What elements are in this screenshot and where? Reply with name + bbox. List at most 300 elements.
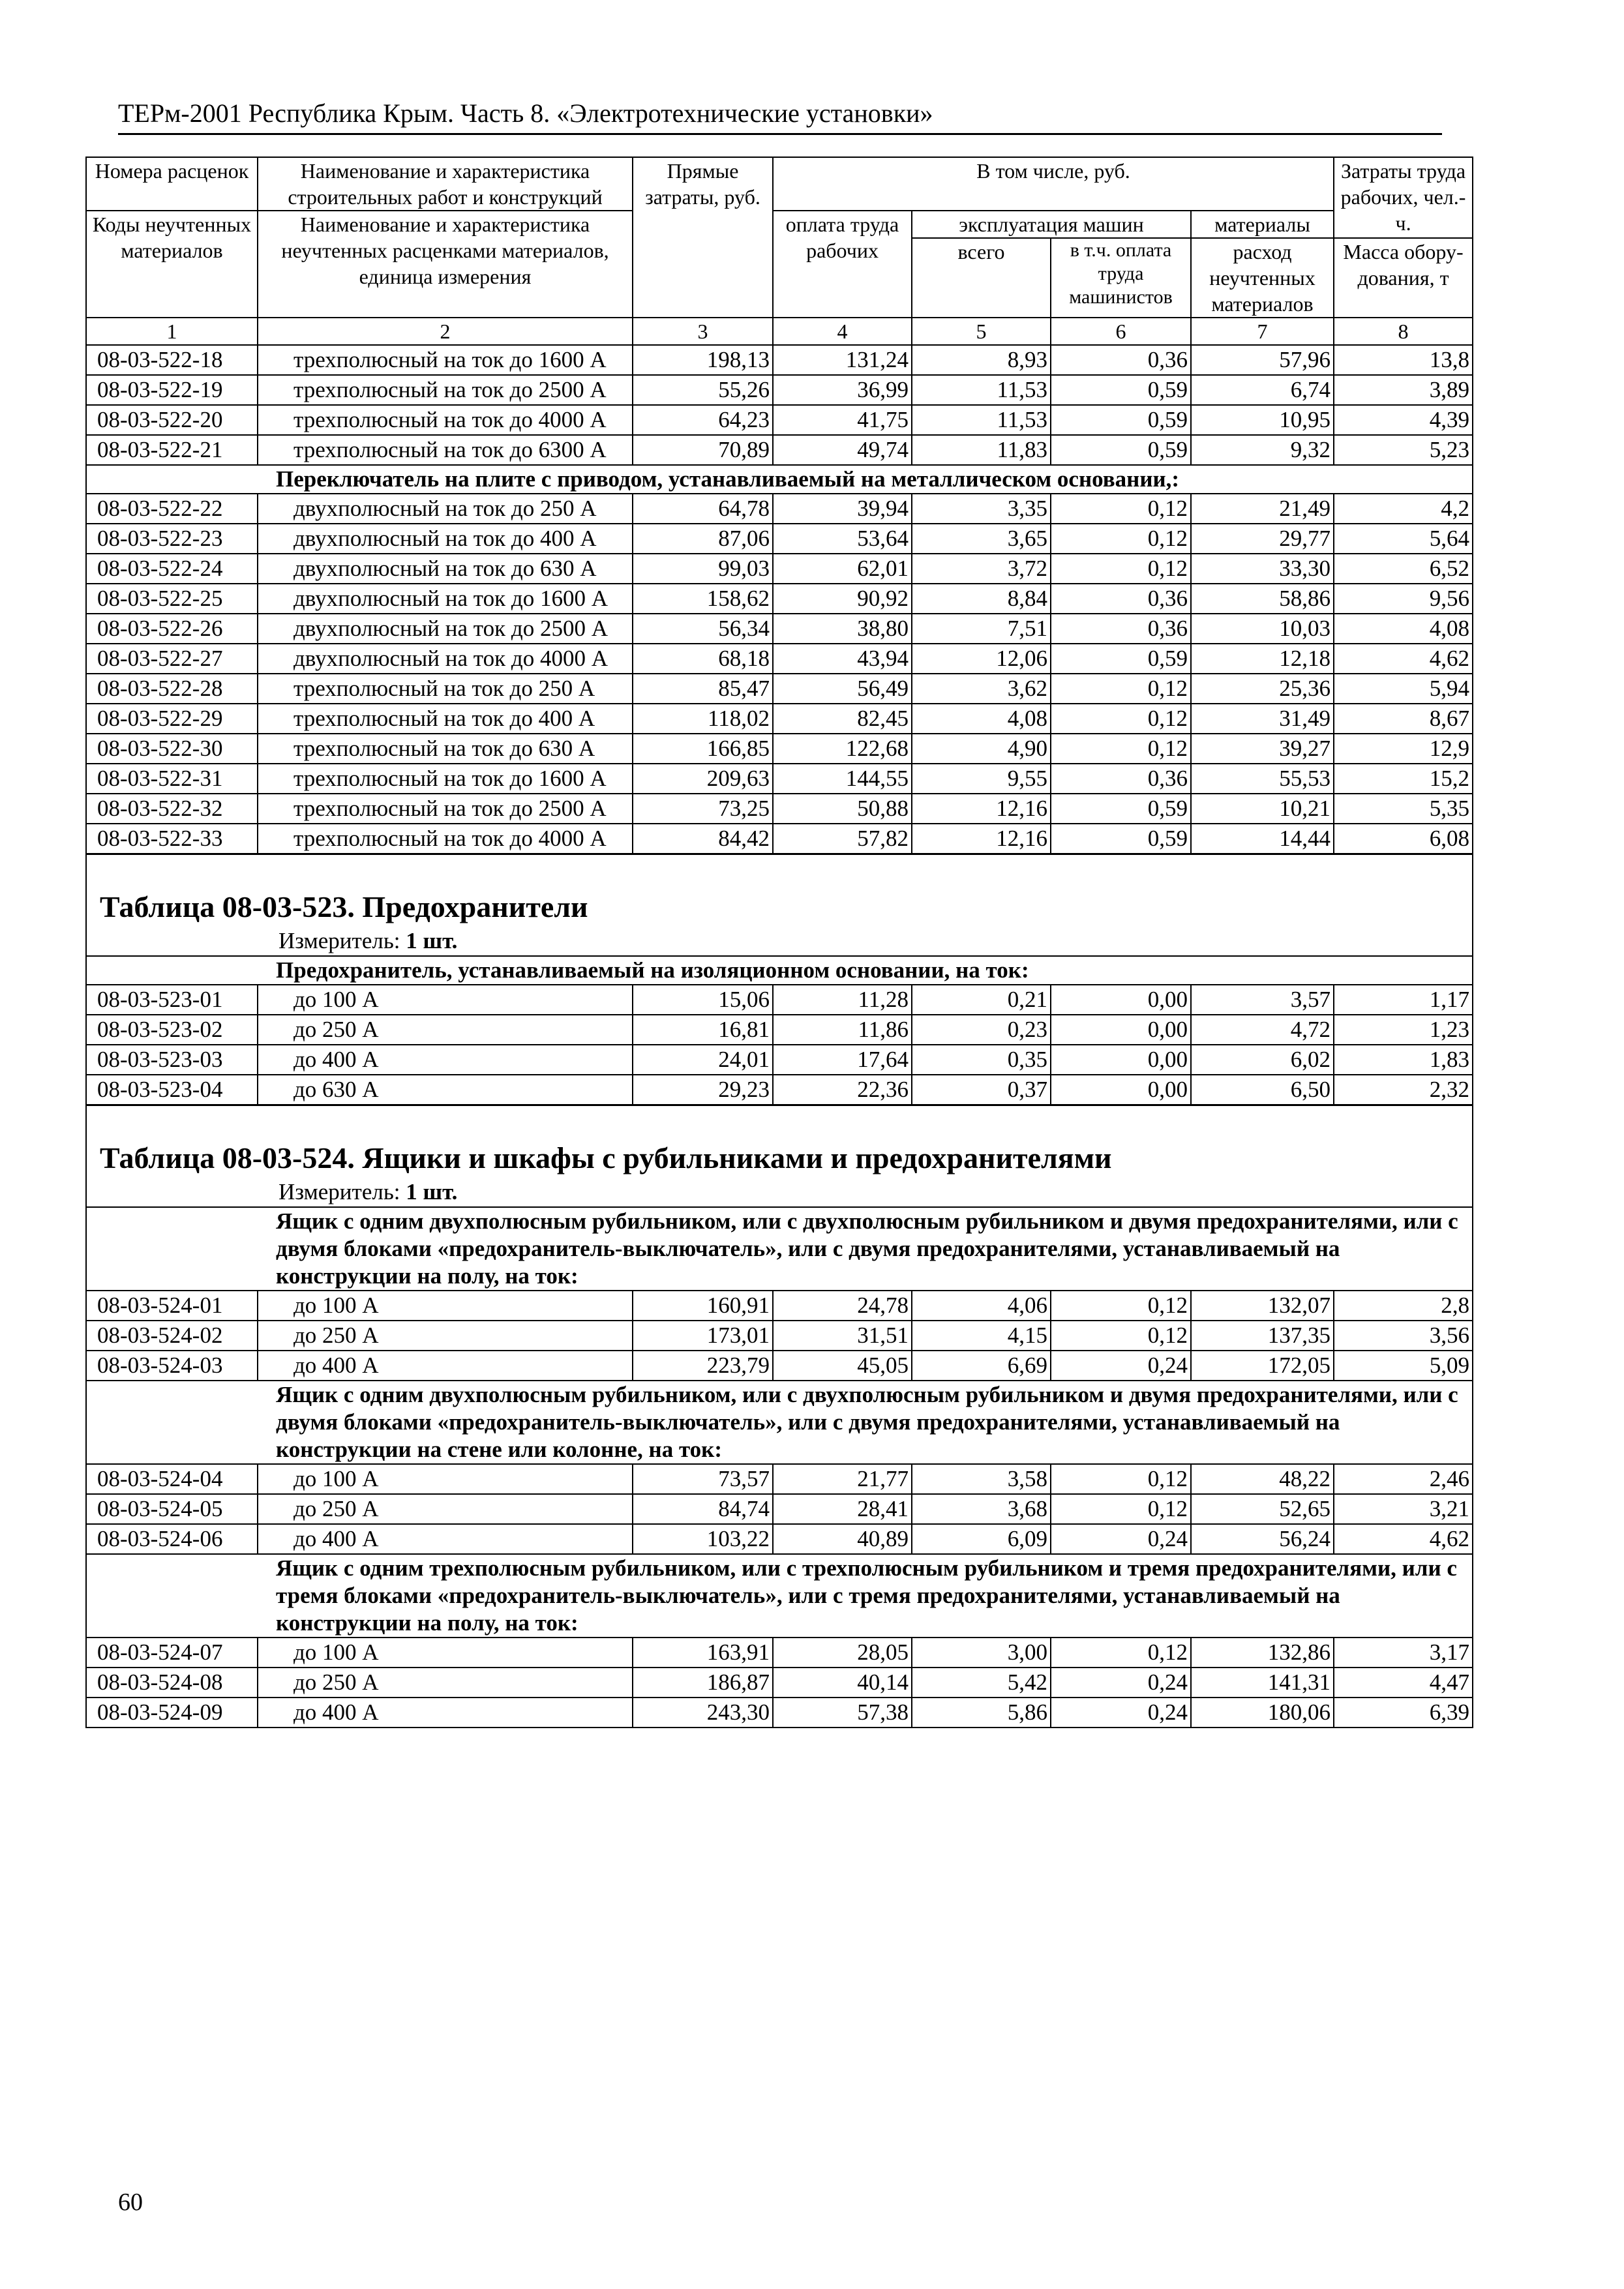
- group-heading-row: [86, 1207, 1473, 1291]
- machines-total: 4,08: [912, 704, 1051, 734]
- materials-cost: 57,96: [1191, 345, 1334, 375]
- worker-pay: 131,24: [773, 345, 912, 375]
- machines-total: 0,21: [912, 985, 1051, 1015]
- rate-name: трехполюсный на ток до 4000 А: [258, 405, 633, 435]
- machines-total: 8,84: [912, 584, 1051, 614]
- measure-unit: [89, 927, 1469, 955]
- materials-cost: 132,86: [1191, 1638, 1334, 1668]
- materials-cost: 58,86: [1191, 584, 1334, 614]
- direct-costs: 24,01: [633, 1045, 773, 1075]
- direct-costs: 73,25: [633, 794, 773, 824]
- direct-costs: 158,62: [633, 584, 773, 614]
- rate-name: до 100 А: [258, 1291, 633, 1321]
- labor-hours: 1,17: [1334, 985, 1473, 1015]
- operator-pay: 0,12: [1051, 1464, 1191, 1494]
- table-row: [86, 674, 1473, 704]
- header-operator-pay: в т.ч. оплата труда машинистов: [1051, 238, 1191, 318]
- operator-pay: 0,12: [1051, 1638, 1191, 1668]
- table-row: [86, 1351, 1473, 1381]
- rate-name: двухполюсный на ток до 250 А: [258, 494, 633, 524]
- table-row: [86, 1321, 1473, 1351]
- rate-code: 08-03-523-03: [86, 1045, 258, 1075]
- labor-hours: 1,83: [1334, 1045, 1473, 1075]
- direct-costs: 99,03: [633, 554, 773, 584]
- rate-name: двухполюсный на ток до 400 А: [258, 524, 633, 554]
- direct-costs: 15,06: [633, 985, 773, 1015]
- measure-label: Измеритель:: [278, 1179, 400, 1204]
- table-title-row: [86, 1105, 1473, 1178]
- operator-pay: 0,12: [1051, 1291, 1191, 1321]
- rate-name: до 250 А: [258, 1494, 633, 1524]
- machines-total: 9,55: [912, 764, 1051, 794]
- direct-costs: 243,30: [633, 1698, 773, 1728]
- labor-hours: 4,62: [1334, 1524, 1473, 1554]
- group-heading: Ящик с одним двухполюсным рубильником, или с двухполюсным рубильником и двумя предохранителями, или с двумя блоками «предохранитель-выключатель», или с двумя предохранителями, устанавливаемый на конструкции на стене или колонне, на ток:: [86, 1381, 1473, 1464]
- materials-cost: 4,72: [1191, 1015, 1334, 1045]
- machines-total: 3,00: [912, 1638, 1051, 1668]
- rate-name: до 400 А: [258, 1045, 633, 1075]
- direct-costs: 85,47: [633, 674, 773, 704]
- labor-hours: 4,47: [1334, 1668, 1473, 1698]
- col-number: 7: [1191, 318, 1334, 345]
- machines-total: 12,16: [912, 824, 1051, 854]
- rate-name: до 400 А: [258, 1351, 633, 1381]
- machines-total: 12,16: [912, 794, 1051, 824]
- col-number: 6: [1051, 318, 1191, 345]
- rate-name: до 100 А: [258, 1464, 633, 1494]
- labor-hours: 3,89: [1334, 375, 1473, 405]
- header-equipment-mass: Масса обору-дования, т: [1334, 238, 1473, 318]
- rate-name: трехполюсный на ток до 630 А: [258, 734, 633, 764]
- group-heading-row: [86, 1554, 1473, 1638]
- header-work-name: Наименование и характеристика строительных работ и конструкций: [258, 157, 633, 211]
- worker-pay: 57,38: [773, 1698, 912, 1728]
- machines-total: 5,42: [912, 1668, 1051, 1698]
- materials-cost: 21,49: [1191, 494, 1334, 524]
- col-number: 8: [1334, 318, 1473, 345]
- running-head: ТЕРм-2001 Республика Крым. Часть 8. «Электротехнические установки»: [118, 98, 933, 128]
- operator-pay: 0,59: [1051, 794, 1191, 824]
- direct-costs: 16,81: [633, 1015, 773, 1045]
- operator-pay: 0,24: [1051, 1668, 1191, 1698]
- machines-total: 3,65: [912, 524, 1051, 554]
- rate-code: 08-03-524-01: [86, 1291, 258, 1321]
- rate-code: 08-03-524-09: [86, 1698, 258, 1728]
- machines-total: 6,09: [912, 1524, 1051, 1554]
- table-row: [86, 1638, 1473, 1668]
- rate-name: трехполюсный на ток до 2500 А: [258, 794, 633, 824]
- operator-pay: 0,12: [1051, 554, 1191, 584]
- worker-pay: 56,49: [773, 674, 912, 704]
- table-row: [86, 1045, 1473, 1075]
- labor-hours: 12,9: [1334, 734, 1473, 764]
- machines-total: 0,37: [912, 1075, 1051, 1105]
- table-row: [86, 764, 1473, 794]
- rate-name: до 250 А: [258, 1668, 633, 1698]
- table-row: [86, 1494, 1473, 1524]
- worker-pay: 11,28: [773, 985, 912, 1015]
- table-row: [86, 375, 1473, 405]
- materials-cost: 48,22: [1191, 1464, 1334, 1494]
- rate-code: 08-03-524-02: [86, 1321, 258, 1351]
- col-number: 3: [633, 318, 773, 345]
- rate-name: трехполюсный на ток до 6300 А: [258, 435, 633, 465]
- operator-pay: 0,36: [1051, 584, 1191, 614]
- group-heading: Ящик с одним двухполюсным рубильником, или с двухполюсным рубильником и двумя предохранителями, или с двумя блоками «предохранитель-выключатель», или с двумя предохранителями, устанавливаемый на конструкции на полу, на ток:: [86, 1207, 1473, 1291]
- machines-total: 3,35: [912, 494, 1051, 524]
- machines-total: 11,53: [912, 405, 1051, 435]
- machines-total: 5,86: [912, 1698, 1051, 1728]
- rate-code: 08-03-522-26: [86, 614, 258, 644]
- direct-costs: 64,23: [633, 405, 773, 435]
- direct-costs: 103,22: [633, 1524, 773, 1554]
- rate-name: двухполюсный на ток до 4000 А: [258, 644, 633, 674]
- machines-total: 3,58: [912, 1464, 1051, 1494]
- table-row: [86, 1524, 1473, 1554]
- table-row: [86, 584, 1473, 614]
- labor-hours: 2,32: [1334, 1075, 1473, 1105]
- group-heading: Переключатель на плите с приводом, устанавливаемый на металлическом основании,:: [86, 465, 1473, 494]
- materials-cost: 10,95: [1191, 405, 1334, 435]
- direct-costs: 223,79: [633, 1351, 773, 1381]
- table-row: [86, 405, 1473, 435]
- rate-name: трехполюсный на ток до 400 А: [258, 704, 633, 734]
- rate-code: 08-03-522-32: [86, 794, 258, 824]
- header-machines-total: всего: [912, 238, 1051, 318]
- materials-cost: 9,32: [1191, 435, 1334, 465]
- direct-costs: 55,26: [633, 375, 773, 405]
- worker-pay: 50,88: [773, 794, 912, 824]
- machines-total: 8,93: [912, 345, 1051, 375]
- worker-pay: 43,94: [773, 644, 912, 674]
- table-row: [86, 345, 1473, 375]
- direct-costs: 160,91: [633, 1291, 773, 1321]
- direct-costs: 84,74: [633, 1494, 773, 1524]
- labor-hours: 8,67: [1334, 704, 1473, 734]
- direct-costs: 163,91: [633, 1638, 773, 1668]
- measure-label: Измеритель:: [278, 928, 400, 953]
- header-material-codes: Коды неучтенных материалов: [86, 211, 258, 318]
- header-rule: [118, 133, 1442, 135]
- table-title: Таблица 08-03-523. Предохранители: [86, 854, 1473, 927]
- labor-hours: 3,17: [1334, 1638, 1473, 1668]
- machines-total: 0,35: [912, 1045, 1051, 1075]
- worker-pay: 28,41: [773, 1494, 912, 1524]
- rate-code: 08-03-522-28: [86, 674, 258, 704]
- measure-cell: [86, 1178, 1473, 1207]
- direct-costs: 118,02: [633, 704, 773, 734]
- rate-name: до 250 А: [258, 1015, 633, 1045]
- operator-pay: 0,00: [1051, 1075, 1191, 1105]
- labor-hours: 4,39: [1334, 405, 1473, 435]
- direct-costs: 70,89: [633, 435, 773, 465]
- direct-costs: 173,01: [633, 1321, 773, 1351]
- table-row: [86, 554, 1473, 584]
- rate-code: 08-03-522-29: [86, 704, 258, 734]
- header-direct-costs: Прямые затраты, руб.: [633, 157, 773, 318]
- rate-code: 08-03-522-33: [86, 824, 258, 854]
- operator-pay: 0,24: [1051, 1524, 1191, 1554]
- rate-name: трехполюсный на ток до 4000 А: [258, 824, 633, 854]
- direct-costs: 84,42: [633, 824, 773, 854]
- worker-pay: 11,86: [773, 1015, 912, 1045]
- table-row: [86, 494, 1473, 524]
- worker-pay: 62,01: [773, 554, 912, 584]
- group-heading-row: [86, 956, 1473, 985]
- rate-name: трехполюсный на ток до 1600 А: [258, 764, 633, 794]
- table-row: [86, 985, 1473, 1015]
- group-heading: Ящик с одним трехполюсным рубильником, или с трехполюсным рубильником и тремя предохранителями, или с тремя блоками «предохранитель-выключатель», или с тремя предохранителями, устанавливаемый на конструкции на полу, на ток:: [86, 1554, 1473, 1638]
- materials-cost: 132,07: [1191, 1291, 1334, 1321]
- operator-pay: 0,24: [1051, 1351, 1191, 1381]
- table-row: [86, 824, 1473, 854]
- worker-pay: 90,92: [773, 584, 912, 614]
- labor-hours: 6,52: [1334, 554, 1473, 584]
- materials-cost: 6,74: [1191, 375, 1334, 405]
- machines-total: 12,06: [912, 644, 1051, 674]
- rate-code: 08-03-524-07: [86, 1638, 258, 1668]
- operator-pay: 0,12: [1051, 734, 1191, 764]
- rate-code: 08-03-524-04: [86, 1464, 258, 1494]
- worker-pay: 36,99: [773, 375, 912, 405]
- machines-total: 11,83: [912, 435, 1051, 465]
- operator-pay: 0,59: [1051, 375, 1191, 405]
- col-number: 1: [86, 318, 258, 345]
- measure-unit: [89, 1178, 1469, 1206]
- labor-hours: 4,08: [1334, 614, 1473, 644]
- materials-cost: 55,53: [1191, 764, 1334, 794]
- materials-cost: 6,50: [1191, 1075, 1334, 1105]
- table-row: [86, 1075, 1473, 1105]
- materials-cost: 137,35: [1191, 1321, 1334, 1351]
- materials-cost: 31,49: [1191, 704, 1334, 734]
- rate-code: 08-03-522-25: [86, 584, 258, 614]
- rate-name: трехполюсный на ток до 250 А: [258, 674, 633, 704]
- worker-pay: 40,14: [773, 1668, 912, 1698]
- materials-cost: 3,57: [1191, 985, 1334, 1015]
- rate-code: 08-03-522-27: [86, 644, 258, 674]
- header-materials: материалы: [1191, 211, 1334, 238]
- rate-name: до 100 А: [258, 985, 633, 1015]
- operator-pay: 0,12: [1051, 524, 1191, 554]
- rate-name: до 100 А: [258, 1638, 633, 1668]
- rate-name: двухполюсный на ток до 630 А: [258, 554, 633, 584]
- worker-pay: 39,94: [773, 494, 912, 524]
- worker-pay: 17,64: [773, 1045, 912, 1075]
- table-row: [86, 1015, 1473, 1045]
- group-heading: Предохранитель, устанавливаемый на изоляционном основании, на ток:: [86, 956, 1473, 985]
- machines-total: 3,62: [912, 674, 1051, 704]
- rate-code: 08-03-522-20: [86, 405, 258, 435]
- table-title-row: [86, 854, 1473, 927]
- labor-hours: 2,46: [1334, 1464, 1473, 1494]
- header-including: В том числе, руб.: [773, 157, 1334, 211]
- col-number: 2: [258, 318, 633, 345]
- col-number: 4: [773, 318, 912, 345]
- labor-hours: 6,08: [1334, 824, 1473, 854]
- materials-cost: 6,02: [1191, 1045, 1334, 1075]
- header-labor-costs: Затраты труда рабочих, чел.-ч.: [1334, 157, 1473, 238]
- table-title: Таблица 08-03-524. Ящики и шкафы с рубильниками и предохранителями: [86, 1105, 1473, 1178]
- operator-pay: 0,59: [1051, 644, 1191, 674]
- operator-pay: 0,36: [1051, 345, 1191, 375]
- operator-pay: 0,59: [1051, 824, 1191, 854]
- labor-hours: 5,35: [1334, 794, 1473, 824]
- labor-hours: 1,23: [1334, 1015, 1473, 1045]
- materials-cost: 180,06: [1191, 1698, 1334, 1728]
- machines-total: 11,53: [912, 375, 1051, 405]
- machines-total: 4,90: [912, 734, 1051, 764]
- labor-hours: 3,56: [1334, 1321, 1473, 1351]
- header-unaccounted-materials: расход неучтенных материалов: [1191, 238, 1334, 318]
- machines-total: 4,06: [912, 1291, 1051, 1321]
- labor-hours: 5,23: [1334, 435, 1473, 465]
- worker-pay: 40,89: [773, 1524, 912, 1554]
- labor-hours: 9,56: [1334, 584, 1473, 614]
- labor-hours: 5,09: [1334, 1351, 1473, 1381]
- table-row: [86, 435, 1473, 465]
- machines-total: 4,15: [912, 1321, 1051, 1351]
- worker-pay: 21,77: [773, 1464, 912, 1494]
- materials-cost: 172,05: [1191, 1351, 1334, 1381]
- worker-pay: 41,75: [773, 405, 912, 435]
- materials-cost: 39,27: [1191, 734, 1334, 764]
- rate-name: двухполюсный на ток до 1600 А: [258, 584, 633, 614]
- labor-hours: 6,39: [1334, 1698, 1473, 1728]
- direct-costs: 198,13: [633, 345, 773, 375]
- labor-hours: 15,2: [1334, 764, 1473, 794]
- measure-row: [86, 927, 1473, 956]
- labor-hours: 3,21: [1334, 1494, 1473, 1524]
- operator-pay: 0,12: [1051, 494, 1191, 524]
- materials-cost: 29,77: [1191, 524, 1334, 554]
- worker-pay: 57,82: [773, 824, 912, 854]
- operator-pay: 0,00: [1051, 1015, 1191, 1045]
- measure-row: [86, 1178, 1473, 1207]
- materials-cost: 14,44: [1191, 824, 1334, 854]
- machines-total: 3,72: [912, 554, 1051, 584]
- worker-pay: 53,64: [773, 524, 912, 554]
- direct-costs: 186,87: [633, 1668, 773, 1698]
- rate-name: до 400 А: [258, 1698, 633, 1728]
- worker-pay: 122,68: [773, 734, 912, 764]
- table-row: [86, 644, 1473, 674]
- rate-code: 08-03-524-06: [86, 1524, 258, 1554]
- machines-total: 0,23: [912, 1015, 1051, 1045]
- machines-total: 3,68: [912, 1494, 1051, 1524]
- materials-cost: 56,24: [1191, 1524, 1334, 1554]
- worker-pay: 82,45: [773, 704, 912, 734]
- table-row: [86, 704, 1473, 734]
- operator-pay: 0,59: [1051, 405, 1191, 435]
- rate-code: 08-03-524-03: [86, 1351, 258, 1381]
- operator-pay: 0,12: [1051, 1494, 1191, 1524]
- table-row: [86, 524, 1473, 554]
- direct-costs: 87,06: [633, 524, 773, 554]
- operator-pay: 0,00: [1051, 985, 1191, 1015]
- col-number: 5: [912, 318, 1051, 345]
- labor-hours: 5,94: [1334, 674, 1473, 704]
- worker-pay: 45,05: [773, 1351, 912, 1381]
- labor-hours: 2,8: [1334, 1291, 1473, 1321]
- table-row: [86, 614, 1473, 644]
- labor-hours: 5,64: [1334, 524, 1473, 554]
- materials-cost: 52,65: [1191, 1494, 1334, 1524]
- group-heading-row: [86, 465, 1473, 494]
- table-row: [86, 1464, 1473, 1494]
- materials-cost: 10,03: [1191, 614, 1334, 644]
- table-row: [86, 1291, 1473, 1321]
- rate-name: до 630 А: [258, 1075, 633, 1105]
- rate-code: 08-03-522-21: [86, 435, 258, 465]
- rate-code: 08-03-524-05: [86, 1494, 258, 1524]
- operator-pay: 0,00: [1051, 1045, 1191, 1075]
- table-row: [86, 1698, 1473, 1728]
- direct-costs: 73,57: [633, 1464, 773, 1494]
- worker-pay: 49,74: [773, 435, 912, 465]
- rate-code: 08-03-523-02: [86, 1015, 258, 1045]
- worker-pay: 144,55: [773, 764, 912, 794]
- worker-pay: 24,78: [773, 1291, 912, 1321]
- table-row: [86, 734, 1473, 764]
- page-number: 60: [118, 2189, 143, 2216]
- worker-pay: 28,05: [773, 1638, 912, 1668]
- direct-costs: 166,85: [633, 734, 773, 764]
- rate-code: 08-03-523-01: [86, 985, 258, 1015]
- group-heading-row: [86, 1381, 1473, 1464]
- table-row: [86, 1668, 1473, 1698]
- operator-pay: 0,12: [1051, 1321, 1191, 1351]
- operator-pay: 0,59: [1051, 435, 1191, 465]
- direct-costs: 209,63: [633, 764, 773, 794]
- direct-costs: 29,23: [633, 1075, 773, 1105]
- header-machines: эксплуатация машин: [912, 211, 1191, 238]
- measure-value: 1 шт.: [406, 1179, 458, 1204]
- header-material-name: Наименование и характеристика неучтенных расценками материалов, единица измерения: [258, 211, 633, 318]
- rate-code: 08-03-522-24: [86, 554, 258, 584]
- operator-pay: 0,36: [1051, 764, 1191, 794]
- rate-code: 08-03-522-23: [86, 524, 258, 554]
- operator-pay: 0,24: [1051, 1698, 1191, 1728]
- rate-code: 08-03-523-04: [86, 1075, 258, 1105]
- operator-pay: 0,12: [1051, 704, 1191, 734]
- labor-hours: 4,2: [1334, 494, 1473, 524]
- table-row: [86, 794, 1473, 824]
- materials-cost: 12,18: [1191, 644, 1334, 674]
- rate-code: 08-03-522-22: [86, 494, 258, 524]
- header-worker-pay: оплата труда рабочих: [773, 211, 912, 318]
- direct-costs: 68,18: [633, 644, 773, 674]
- operator-pay: 0,36: [1051, 614, 1191, 644]
- measure-cell: [86, 927, 1473, 956]
- rate-code: 08-03-522-18: [86, 345, 258, 375]
- materials-cost: 141,31: [1191, 1668, 1334, 1698]
- machines-total: 7,51: [912, 614, 1051, 644]
- materials-cost: 10,21: [1191, 794, 1334, 824]
- machines-total: 6,69: [912, 1351, 1051, 1381]
- rate-name: трехполюсный на ток до 2500 А: [258, 375, 633, 405]
- header-rate-numbers: Номера расценок: [86, 157, 258, 211]
- rate-name: трехполюсный на ток до 1600 А: [258, 345, 633, 375]
- rate-name: до 250 А: [258, 1321, 633, 1351]
- measure-value: 1 шт.: [406, 928, 458, 953]
- direct-costs: 56,34: [633, 614, 773, 644]
- materials-cost: 33,30: [1191, 554, 1334, 584]
- rate-code: 08-03-522-19: [86, 375, 258, 405]
- rate-code: 08-03-522-30: [86, 734, 258, 764]
- direct-costs: 64,78: [633, 494, 773, 524]
- materials-cost: 25,36: [1191, 674, 1334, 704]
